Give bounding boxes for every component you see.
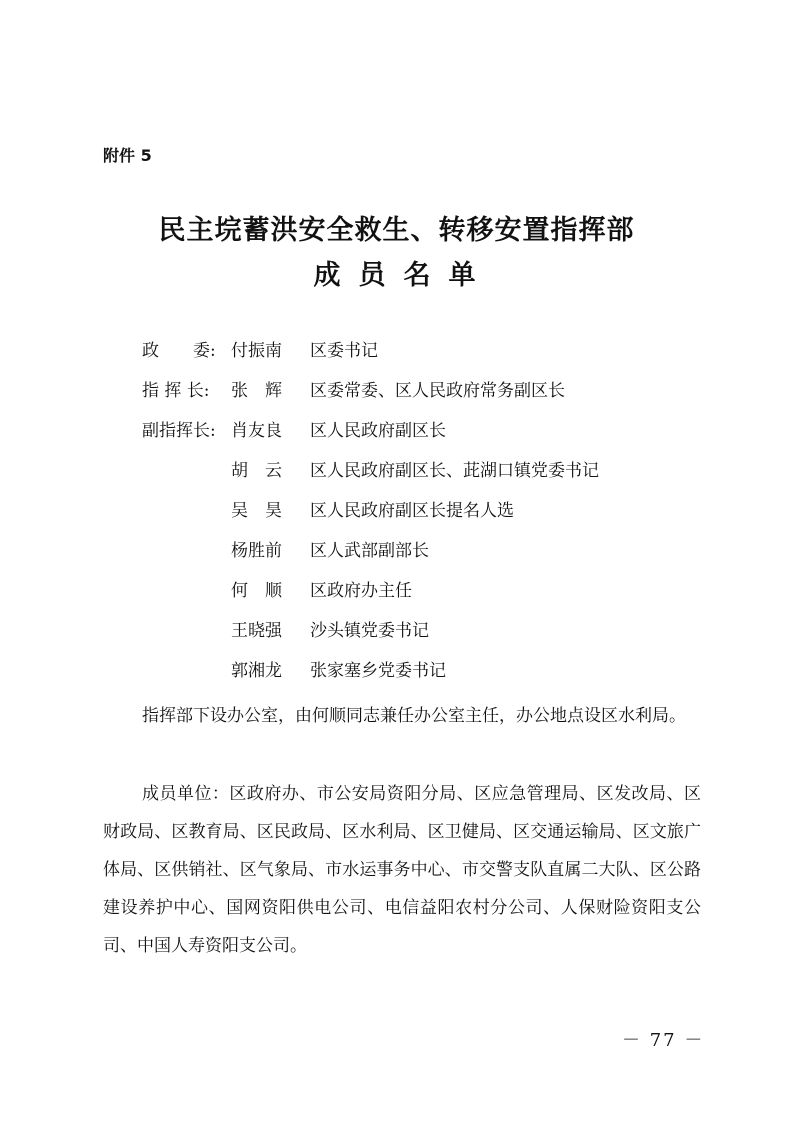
page-number: － 77 －	[622, 1030, 705, 1051]
roster-row	[142, 458, 599, 498]
roster-role	[142, 458, 231, 498]
roster-position: 张家塞乡党委书记	[310, 661, 446, 681]
roster-row	[142, 418, 599, 458]
roster-list	[142, 338, 599, 698]
roster-position: 区人武部副部长	[310, 541, 429, 561]
roster-name: 郭湘龙	[231, 661, 282, 681]
roster-role: 政 委:	[142, 341, 216, 361]
roster-role	[142, 658, 231, 698]
page-subtitle: 成员名单	[313, 260, 494, 291]
roster-role	[142, 538, 231, 578]
roster-role	[142, 578, 231, 618]
roster-name: 杨胜前	[231, 541, 282, 561]
office-paragraph: 指挥部下设办公室，由何顺同志兼任办公室主任，办公地点设区水利局。	[142, 706, 686, 726]
roster-name: 张 辉	[231, 381, 282, 401]
roster-name: 吴 昊	[231, 501, 282, 521]
roster-position: 区人民政府副区长提名人选	[310, 501, 514, 521]
roster-role: 副指挥长:	[142, 421, 216, 441]
roster-role: 指 挥 长:	[142, 381, 210, 401]
roster-position: 区委书记	[310, 341, 378, 361]
roster-name: 何 顺	[231, 581, 282, 601]
page-title: 民主垸蓄洪安全救生、转移安置指挥部	[158, 215, 635, 246]
roster-row	[142, 338, 599, 378]
roster-name: 胡 云	[231, 461, 282, 481]
attachment-label: 附件 5	[103, 146, 152, 165]
roster-role	[142, 498, 231, 538]
roster-row	[142, 578, 599, 618]
roster-name: 付振南	[231, 341, 282, 361]
roster-row	[142, 618, 599, 658]
roster-role	[142, 618, 231, 658]
roster-position: 沙头镇党委书记	[310, 621, 429, 641]
roster-name: 王晓强	[231, 621, 282, 641]
roster-position: 区人民政府副区长	[310, 421, 446, 441]
roster-name: 肖友良	[231, 421, 282, 441]
roster-row	[142, 658, 599, 698]
roster-row	[142, 378, 599, 418]
roster-position: 区人民政府副区长、茈湖口镇党委书记	[310, 461, 599, 481]
roster-row	[142, 498, 599, 538]
roster-row	[142, 538, 599, 578]
roster-position: 区委常委、区人民政府常务副区长	[310, 381, 565, 401]
roster-position: 区政府办主任	[310, 581, 412, 601]
member-units-paragraph: 成员单位：区政府办、市公安局资阳分局、区应急管理局、区发改局、区财政局、区教育局、区民政局、区水利局、区卫健局、区交通运输局、区文旅广体局、区供销社、区气象局、市水运事务中心、市交警支队直属二大队、区公路建设养护中心、国网资阳供电公司、电信益阳农村分公司、人保财险资阳支公司、中国人寿资阳支公司。	[103, 784, 701, 956]
